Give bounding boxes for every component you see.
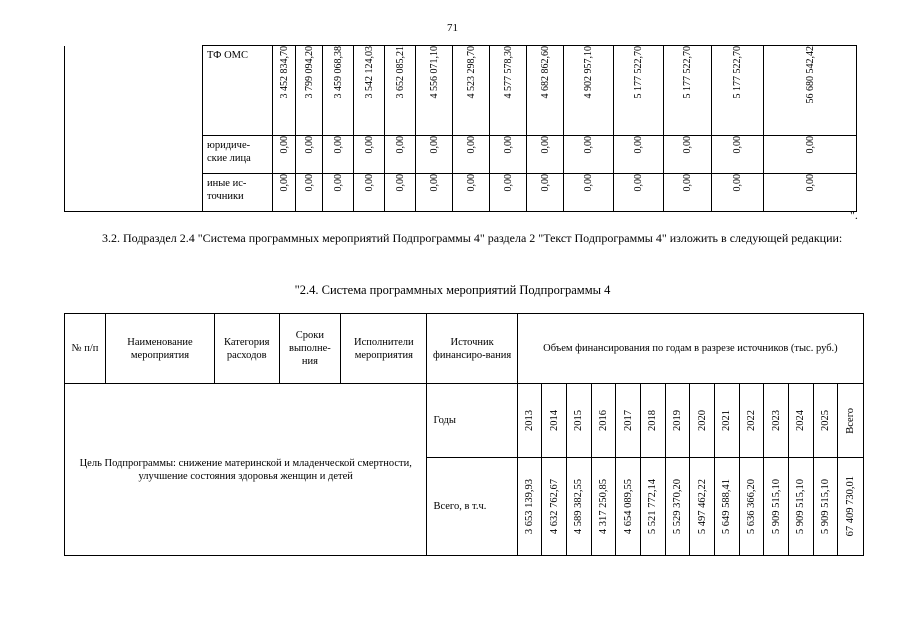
program-measures-table xyxy=(64,313,864,556)
value-cell xyxy=(527,136,564,174)
header-executors: Исполнители мероприятия xyxy=(341,314,427,384)
total-cell xyxy=(838,458,864,556)
value-text: 4 682 862,60 xyxy=(539,46,551,99)
year-cell xyxy=(714,384,739,458)
row-label: иные ис-точники xyxy=(203,174,273,212)
value-cell xyxy=(354,174,385,212)
value-cell xyxy=(296,136,323,174)
header-terms: Сроки выполне-ния xyxy=(279,314,341,384)
total-text: 5 909 515,10 xyxy=(770,478,782,535)
total-text: 5 909 515,10 xyxy=(795,478,807,535)
year-cell xyxy=(739,384,764,458)
value-text: 0,00 xyxy=(502,136,514,154)
value-cell xyxy=(564,174,614,212)
value-cell xyxy=(273,174,296,212)
value-text: 0,00 xyxy=(303,136,315,154)
total-text: 5 497 462,22 xyxy=(696,478,708,535)
total-text: 5 649 588,41 xyxy=(721,478,733,535)
total-cell xyxy=(739,458,764,556)
year-cell xyxy=(616,384,641,458)
value-cell xyxy=(614,174,664,212)
value-text: 0,00 xyxy=(682,174,693,192)
year-text: 2016 xyxy=(598,410,610,431)
value-cell xyxy=(296,46,323,136)
value-text: 3 452 834,70 xyxy=(278,46,290,99)
year-text: 2022 xyxy=(745,410,757,431)
total-cell xyxy=(641,458,666,556)
value-cell xyxy=(273,136,296,174)
value-text: 0,00 xyxy=(363,136,375,154)
year-text: 2020 xyxy=(696,410,708,431)
total-cell xyxy=(665,458,690,556)
year-cell xyxy=(788,384,813,458)
total-cell xyxy=(714,458,739,556)
year-text: 2019 xyxy=(671,410,683,431)
year-text: 2013 xyxy=(524,410,536,431)
value-text: 0,00 xyxy=(332,136,344,154)
value-text: 4 577 578,30 xyxy=(502,46,514,99)
year-cell xyxy=(591,384,616,458)
value-cell xyxy=(453,136,490,174)
value-text: 0,00 xyxy=(583,174,594,192)
funding-sources-table xyxy=(64,45,857,212)
value-text: 3 799 094,20 xyxy=(303,46,315,99)
value-cell xyxy=(296,174,323,212)
value-cell xyxy=(323,136,354,174)
value-cell xyxy=(664,174,712,212)
year-text: 2015 xyxy=(573,410,585,431)
year-text: Всего xyxy=(845,407,857,434)
value-cell xyxy=(564,46,614,136)
value-cell xyxy=(764,136,857,174)
value-text: 0,00 xyxy=(633,136,644,154)
value-cell xyxy=(490,136,527,174)
header-source: Источник финансиро-вания xyxy=(427,314,517,384)
year-text: 2025 xyxy=(819,410,831,431)
years-label: Годы xyxy=(427,384,517,458)
total-text: 4 589 382,55 xyxy=(573,478,585,535)
value-text: 0,00 xyxy=(633,174,644,192)
value-text: 4 523 298,70 xyxy=(465,46,477,99)
value-text: 0,00 xyxy=(732,174,743,192)
value-cell xyxy=(416,136,453,174)
value-text: 3 542 124,03 xyxy=(363,46,375,99)
year-cell xyxy=(517,384,542,458)
year-cell xyxy=(567,384,592,458)
total-text: 5 636 366,20 xyxy=(745,478,757,535)
value-text: 0,00 xyxy=(502,174,514,192)
value-text: 5 177 522,70 xyxy=(682,46,693,99)
value-cell xyxy=(416,46,453,136)
value-text: 0,00 xyxy=(682,136,693,154)
value-text: 56 680 542,42 xyxy=(804,46,816,104)
total-label: Всего, в т.ч. xyxy=(427,458,517,556)
total-text: 4 632 762,67 xyxy=(548,478,560,535)
value-text: 0,00 xyxy=(583,136,594,154)
value-text: 3 459 068,38 xyxy=(332,46,344,99)
value-cell xyxy=(453,174,490,212)
total-text: 4 654 089,55 xyxy=(622,478,634,535)
closing-quote: ". xyxy=(850,208,858,222)
total-text: 3 653 139,93 xyxy=(524,478,536,535)
total-cell xyxy=(591,458,616,556)
value-cell xyxy=(490,46,527,136)
value-cell xyxy=(764,174,857,212)
value-text: 0,00 xyxy=(804,174,816,192)
row-label: юридиче-ские лица xyxy=(203,136,273,174)
year-cell xyxy=(813,384,838,458)
value-cell xyxy=(564,136,614,174)
value-text: 0,00 xyxy=(539,174,551,192)
total-cell xyxy=(542,458,567,556)
value-text: 0,00 xyxy=(303,174,315,192)
total-cell xyxy=(616,458,641,556)
year-text: 2021 xyxy=(721,410,733,431)
value-cell xyxy=(712,174,764,212)
paragraph-text: 3.2. Подраздел 2.4 "Система программных мероприятий Подпрограммы 4" раздела 2 "Текст Подпрограммы 4" изложить в следующей редакции: xyxy=(102,231,843,245)
year-cell xyxy=(838,384,864,458)
value-text: 0,00 xyxy=(465,174,477,192)
value-text: 0,00 xyxy=(732,136,743,154)
year-text: 2024 xyxy=(795,410,807,431)
value-cell xyxy=(354,46,385,136)
value-cell xyxy=(354,136,385,174)
value-text: 0,00 xyxy=(278,174,290,192)
year-cell xyxy=(641,384,666,458)
year-cell xyxy=(690,384,715,458)
program-goal: Цель Подпрограммы: снижение материнской и младенческой смертности, улучшение состояния здоровья женщин и детей xyxy=(65,384,427,556)
total-cell xyxy=(567,458,592,556)
value-cell xyxy=(527,174,564,212)
header-funding: Объем финансирования по годам в разрезе источников (тыс. руб.) xyxy=(517,314,863,384)
total-cell xyxy=(788,458,813,556)
value-text: 0,00 xyxy=(394,136,406,154)
total-text: 4 317 250,85 xyxy=(598,478,610,535)
value-cell xyxy=(764,46,857,136)
year-text: 2018 xyxy=(647,410,659,431)
total-cell xyxy=(690,458,715,556)
header-num: № п/п xyxy=(65,314,106,384)
value-text: 0,00 xyxy=(465,136,477,154)
value-cell xyxy=(712,46,764,136)
value-text: 5 177 522,70 xyxy=(732,46,743,99)
value-text: 0,00 xyxy=(332,174,344,192)
header-name: Наименование мероприятия xyxy=(106,314,215,384)
year-text: 2014 xyxy=(548,410,560,431)
value-text: 0,00 xyxy=(539,136,551,154)
year-text: 2023 xyxy=(770,410,782,431)
value-text: 5 177 522,70 xyxy=(633,46,644,99)
total-cell xyxy=(517,458,542,556)
year-cell xyxy=(542,384,567,458)
value-text: 0,00 xyxy=(428,174,440,192)
year-text: 2017 xyxy=(622,410,634,431)
total-text: 5 521 772,14 xyxy=(647,478,659,535)
value-cell xyxy=(385,174,416,212)
header-category: Категория расходов xyxy=(214,314,279,384)
value-cell xyxy=(416,174,453,212)
total-text: 67 409 730,01 xyxy=(845,476,857,537)
page-number: 71 xyxy=(447,22,458,34)
value-cell xyxy=(490,174,527,212)
total-cell xyxy=(764,458,789,556)
value-cell xyxy=(385,136,416,174)
year-cell xyxy=(764,384,789,458)
value-text: 4 556 071,10 xyxy=(428,46,440,99)
value-text: 4 902 957,10 xyxy=(583,46,594,99)
value-cell xyxy=(664,136,712,174)
value-cell xyxy=(527,46,564,136)
value-text: 0,00 xyxy=(363,174,375,192)
value-cell xyxy=(664,46,712,136)
value-cell xyxy=(453,46,490,136)
empty-cell xyxy=(65,46,203,212)
total-cell xyxy=(813,458,838,556)
value-cell xyxy=(385,46,416,136)
year-cell xyxy=(665,384,690,458)
value-cell xyxy=(614,136,664,174)
value-cell xyxy=(323,174,354,212)
value-text: 0,00 xyxy=(428,136,440,154)
section-subtitle: "2.4. Система программных мероприятий Подпрограммы 4 xyxy=(294,283,611,297)
value-cell xyxy=(323,46,354,136)
total-text: 5 529 370,20 xyxy=(671,478,683,535)
value-cell xyxy=(273,46,296,136)
value-cell xyxy=(614,46,664,136)
value-text: 0,00 xyxy=(278,136,290,154)
value-cell xyxy=(712,136,764,174)
value-text: 0,00 xyxy=(394,174,406,192)
value-text: 3 652 085,21 xyxy=(394,46,406,99)
row-label: ТФ ОМС xyxy=(203,46,273,136)
value-text: 0,00 xyxy=(804,136,816,154)
total-text: 5 909 515,10 xyxy=(819,478,831,535)
